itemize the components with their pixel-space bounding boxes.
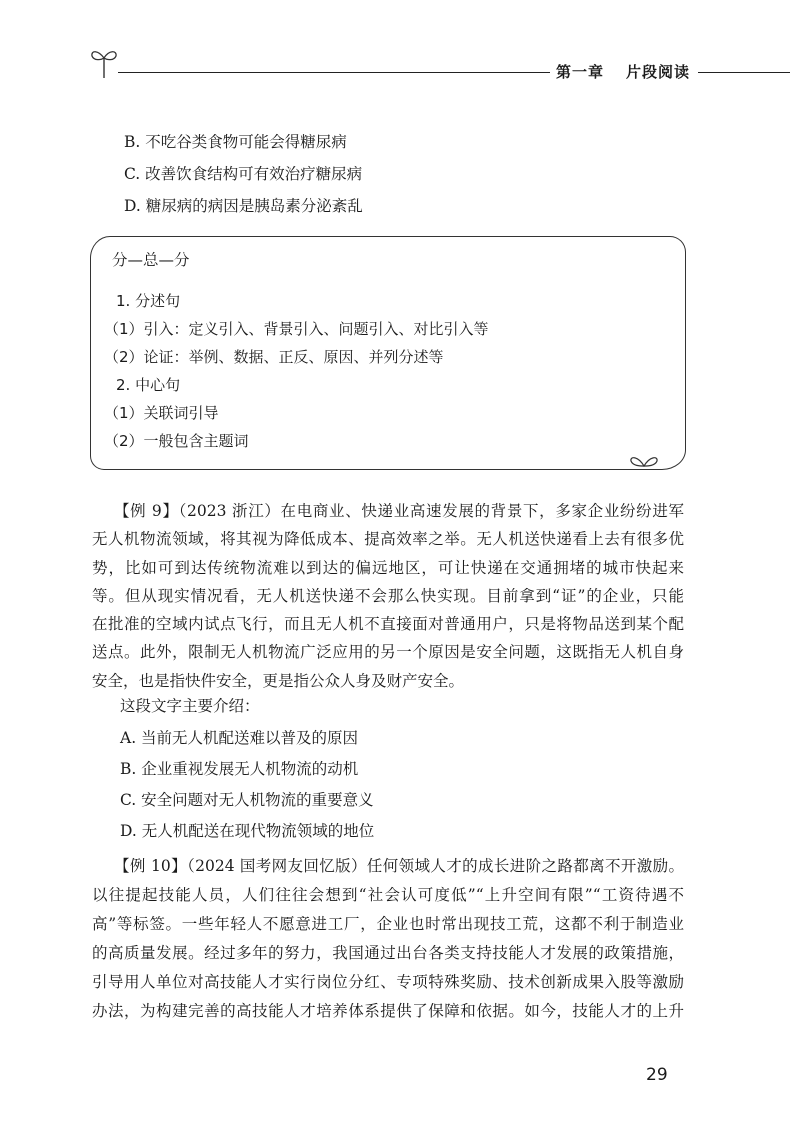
passage-line: 【例 10】（2024 国考网友回忆版）任何领域人才的成长进阶之路都离不开激励。 bbox=[114, 857, 684, 875]
passage-line: 【例 9】（2023 浙江）在电商业、快递业高速发展的背景下，多家企业纷纷进军 bbox=[114, 502, 684, 520]
example-9-question: 这段文字主要介绍： bbox=[120, 697, 260, 715]
passage-line: 的高质量发展。经过多年的努力，我国通过出台各类支持技能人才发展的政策措施， bbox=[92, 944, 684, 962]
chapter-section: 片段阅读 bbox=[626, 63, 691, 81]
tip-line: （2）论证：举例、数据、正反、原因、并列分述等 bbox=[104, 348, 444, 366]
passage-line: 高”等标签。一些年轻人不愿意进工厂，企业也时常出现技工荒，这都不利于制造业 bbox=[92, 915, 684, 933]
passage-line: 安全，也是指快件安全，更是指公众人身及财产安全。 bbox=[92, 671, 465, 690]
tip-line: 2. 中心句 bbox=[116, 376, 181, 394]
example-10-passage bbox=[92, 852, 684, 1026]
passage-line: 无人机物流领域，将其视为降低成本、提高效率之举。无人机送快递看上去有很多优 bbox=[92, 530, 684, 549]
prev-option-c: C. 改善饮食结构可有效治疗糖尿病 bbox=[124, 165, 363, 183]
sprout-icon bbox=[88, 40, 120, 80]
tip-line: （1）关联词引导 bbox=[104, 404, 219, 422]
prev-option-b: B. 不吃谷类食物可能会得糖尿病 bbox=[124, 133, 347, 151]
header-rule-right bbox=[698, 72, 790, 73]
tip-box-title: 分—总—分 bbox=[112, 251, 190, 269]
example-9-option-a: A. 当前无人机配送难以普及的原因 bbox=[120, 729, 359, 747]
example-9-option-c: C. 安全问题对无人机物流的重要意义 bbox=[120, 791, 374, 809]
example-9-passage bbox=[92, 497, 684, 695]
passage-line: 送点。此外，限制无人机物流广泛应用的另一个原因是安全问题，这既指无人机自身 bbox=[92, 643, 684, 662]
passage-line: 势，比如可到达传统物流难以到达的偏远地区，可让快递在交通拥堵的城市快起来 bbox=[92, 558, 684, 577]
header-rule-left bbox=[118, 72, 550, 73]
example-9-option-d: D. 无人机配送在现代物流领域的地位 bbox=[120, 822, 375, 840]
page-number: 29 bbox=[646, 1065, 668, 1085]
passage-line: 办法，为构建完善的高技能人才培养体系提供了保障和依据。如今，技能人才的上升 bbox=[92, 1002, 684, 1020]
passage-line: 在批准的空域内试点飞行，而且无人机不直接面对普通用户，只是将物品送到某个配 bbox=[92, 615, 684, 634]
leaf-icon bbox=[628, 452, 660, 468]
passage-line: 等。但从现实情况看，无人机送快递不会那么快实现。目前拿到“证”的企业，只能 bbox=[92, 586, 684, 605]
chapter-heading bbox=[556, 61, 690, 82]
chapter-number: 第一章 bbox=[556, 63, 605, 81]
passage-line: 以往提起技能人员，人们往往会想到“社会认可度低”“上升空间有限”“工资待遇不 bbox=[92, 886, 684, 904]
example-9-option-b: B. 企业重视发展无人机物流的动机 bbox=[120, 760, 359, 778]
tip-line: （1）引入：定义引入、背景引入、问题引入、对比引入等 bbox=[104, 320, 489, 338]
prev-option-d: D. 糖尿病的病因是胰岛素分泌紊乱 bbox=[124, 197, 363, 215]
passage-line: 引导用人单位对高技能人才实行岗位分红、专项特殊奖励、技术创新成果入股等激励 bbox=[92, 973, 684, 991]
tip-line: （2）一般包含主题词 bbox=[104, 432, 249, 450]
tip-line: 1. 分述句 bbox=[116, 292, 181, 310]
